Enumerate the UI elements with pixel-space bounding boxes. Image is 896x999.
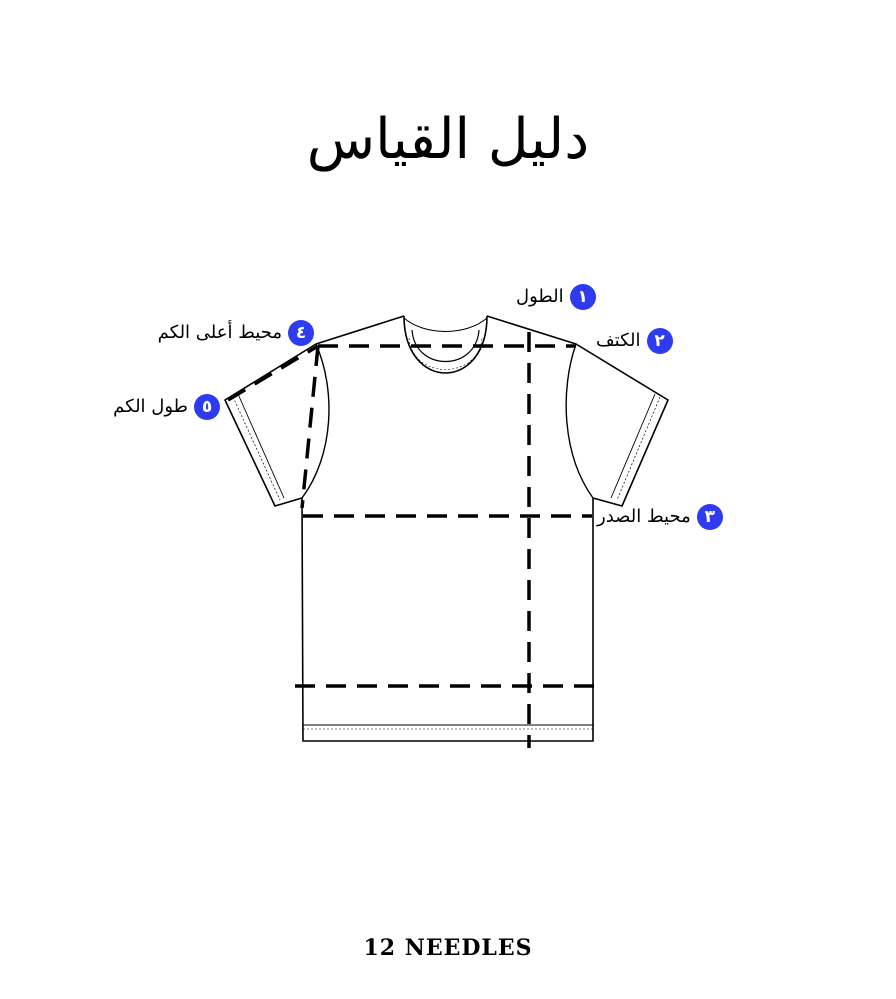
- label-shoulder: الكتف: [596, 330, 641, 351]
- label-upper-arm: محيط أعلى الكم: [157, 322, 282, 343]
- page-title: دليل القياس: [306, 107, 590, 172]
- badge-upper-arm: ٤: [288, 320, 314, 346]
- badge-length: ١: [570, 284, 596, 310]
- right-sleeve-hem: [617, 397, 660, 500]
- left-sleeve-hem-line: [238, 394, 284, 498]
- callout-upper-arm: [158, 320, 314, 346]
- callout-length: [516, 284, 596, 310]
- left-sleeve-hem: [233, 397, 280, 500]
- collar-stitch: [409, 338, 482, 370]
- right-armhole: [566, 344, 593, 498]
- label-sleeve-length: طول الكم: [113, 396, 188, 417]
- brand-logo: 12 NEEDLES: [363, 935, 533, 961]
- callout-chest: [597, 504, 723, 530]
- label-chest: محيط الصدر: [597, 506, 691, 527]
- sleeve-length-measure-line: [228, 346, 318, 400]
- collar-back: [404, 318, 487, 332]
- badge-chest: ٣: [697, 504, 723, 530]
- callout-shoulder: [596, 328, 673, 354]
- badge-shoulder: ٢: [647, 328, 673, 354]
- badge-sleeve-length: ٥: [194, 394, 220, 420]
- upper-arm-measure-line: [302, 346, 318, 508]
- callout-sleeve-length: [113, 394, 220, 420]
- label-length: الطول: [516, 286, 564, 307]
